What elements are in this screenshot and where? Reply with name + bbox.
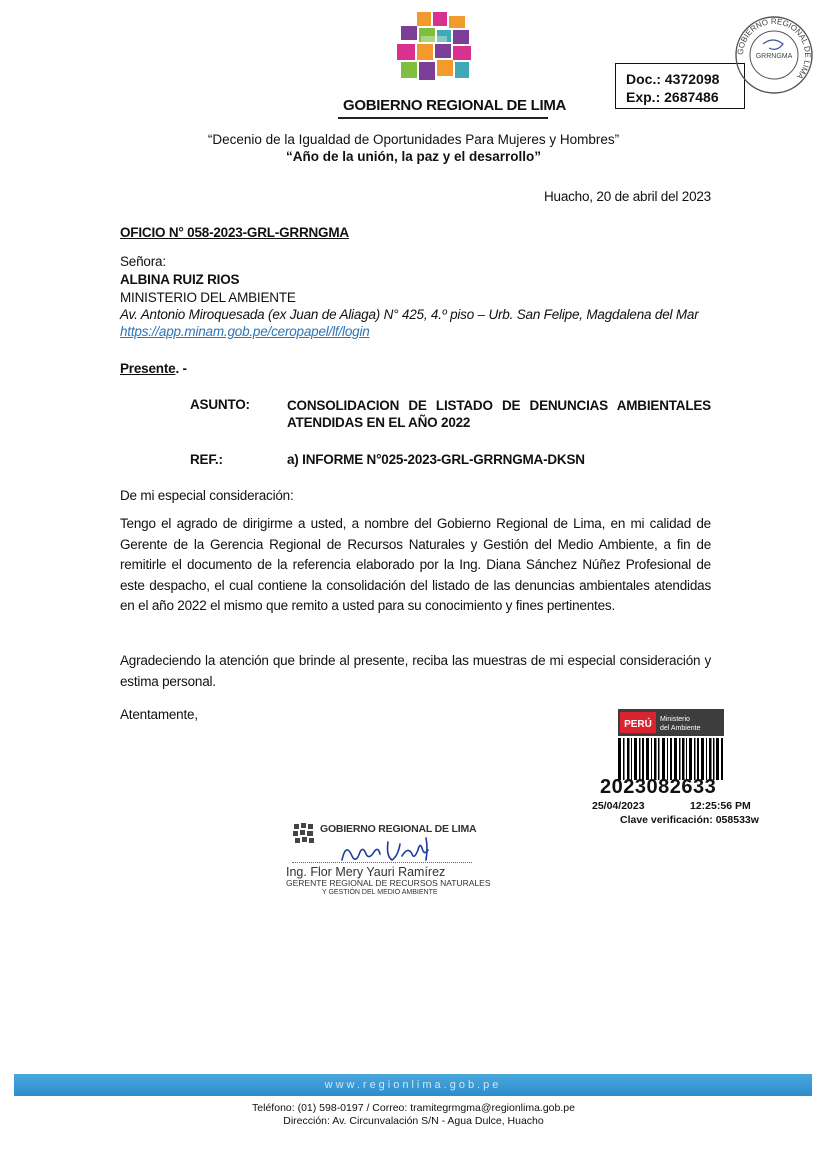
salutation-title: Señora: [120, 254, 166, 269]
exp-number: Exp.: 2687486 [626, 89, 719, 105]
presente-suffix: . - [175, 361, 187, 376]
ref-label: REF.: [190, 452, 223, 467]
recipient-name: ALBINA RUIZ RIOS [120, 272, 240, 287]
badge-ministry-line2: del Ambiente [660, 725, 701, 732]
badge-ministry-line1: Ministerio [660, 716, 690, 723]
asunto-label: ASUNTO: [190, 397, 250, 412]
recipient-address: Av. Antonio Miroquesada (ex Juan de Aliaga) N° 425, 4.º piso – Urb. San Felipe, Magdalena del Mar [120, 307, 699, 322]
badge-country: PERÚ [624, 719, 652, 730]
presente-line [120, 361, 187, 376]
org-name: GOBIERNO REGIONAL DE LIMA [343, 97, 567, 114]
footer-contact: Teléfono: (01) 598-0197 / Correo: tramitegrmgma@regionlima.gob.pe [252, 1102, 575, 1114]
oficio-number: OFICIO N° 058-2023-GRL-GRRNGMA [120, 225, 349, 240]
presente-word: Presente [120, 361, 176, 376]
signer-name: Ing. Flor Mery Yauri Ramírez [286, 865, 446, 879]
reception-date: 25/04/2023 [592, 800, 645, 812]
ref-text: a) INFORME N°025-2023-GRL-GRRNGMA-DKSN [287, 452, 585, 467]
barcode-icon [618, 738, 724, 780]
sign-off: Atentamente, [120, 707, 198, 722]
footer-website[interactable]: www.regionlima.gob.pe [324, 1079, 502, 1091]
stamp-inner-text: GRRNGMA [755, 53, 793, 60]
anio-slogan: “Año de la unión, la paz y el desarrollo” [285, 149, 542, 164]
recipient-link[interactable]: https://app.minam.gob.pe/ceropapel/lf/login [120, 324, 370, 339]
recipient-ministry: MINISTERIO DEL AMBIENTE [120, 290, 296, 305]
letter-date: Huacho, 20 de abril del 2023 [543, 189, 711, 204]
doc-number: Doc.: 4372098 [626, 71, 720, 87]
decenio-slogan: “Decenio de la Igualdad de Oportunidades Para Mujeres y Hombres” [207, 132, 620, 147]
verification-key: Clave verificación: 058533w [620, 814, 759, 826]
body-paragraph: Tengo el agrado de dirigirme a usted, a nombre del Gobierno Regional de Lima, en mi calidad de Gerente de la Gerencia Regional de Recursos Naturales y Gestión del Medio Ambiente, a fin de remitirle el documento de la referencia elaborado por la Ing. Diana Sánchez Núñez Profesional de este despacho, el cual contiene la consolidación del listado de las denuncias ambientales atendidas en el año 2022 el mismo que remito a usted para su conocimiento y fines pertinentes. [120, 516, 711, 613]
signature-line [292, 862, 472, 863]
ministerio-ambiente-badge [618, 709, 724, 736]
stamp-ring-text: GOBIERNO REGIONAL DE LIMA [735, 16, 813, 81]
closing-paragraph: Agradeciendo la atención que brinde al presente, reciba las muestras de mi especial consideración y estima personal. [120, 653, 711, 689]
reception-time: 12:25:56 PM [690, 800, 751, 812]
footer-address: Dirección: Av. Circunvalación S/N - Agua Dulce, Huacho [283, 1115, 544, 1127]
signer-title-line2: Y GESTIÓN DEL MEDIO AMBIENTE [322, 889, 438, 896]
asunto-text: CONSOLIDACION DE LISTADO DE DENUNCIAS AMBIENTALES ATENDIDAS EN EL AÑO 2022 [287, 398, 711, 430]
signer-title-line1: GERENTE REGIONAL DE RECURSOS NATURALES [286, 878, 491, 888]
signature-stamp-org: GOBIERNO REGIONAL DE LIMA [320, 823, 477, 835]
gobierno-regional-logo [397, 12, 473, 84]
document-number-box [615, 63, 745, 109]
signature-stamp-logo [292, 822, 316, 844]
org-name-underline [338, 117, 548, 119]
gerencia-round-stamp [733, 14, 815, 96]
barcode-number: 2023082633 [600, 776, 717, 798]
salutation: De mi especial consideración: [120, 488, 294, 503]
